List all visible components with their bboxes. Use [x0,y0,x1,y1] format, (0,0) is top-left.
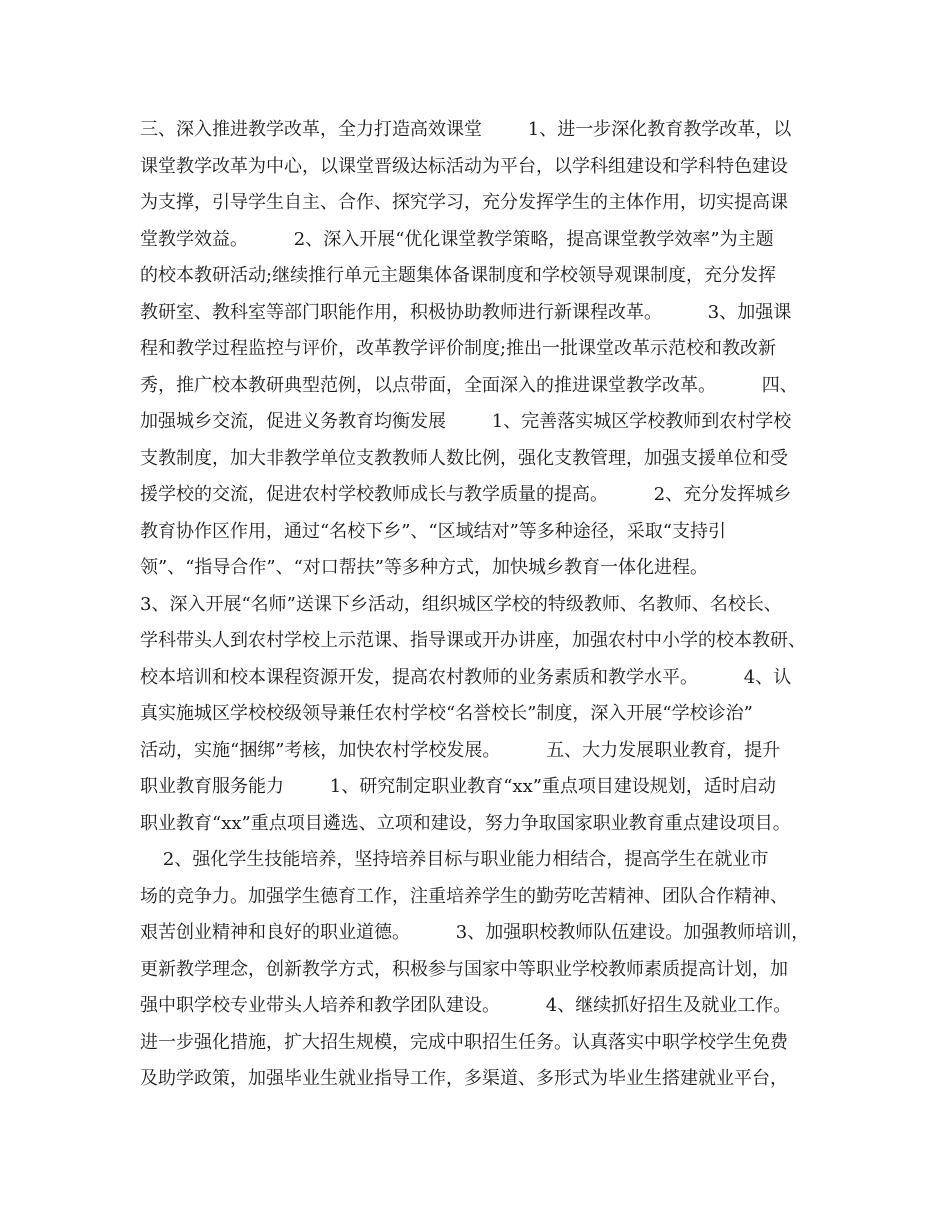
text-line-19: 职业教育服务能力 1、研究制定职业教育“xx”重点项目建设规划，适时启动 [140,776,776,797]
text-line-12: 教育协作区作用，通过“名校下乡”、“区域结对”等多种途径，采取“支持引 [140,520,727,542]
text-line-22: 场的竞争力。加强学生德育工作，注重培养学生的勤劳吃苦精神、团队合作精神、 [140,885,788,907]
text-line-14: 3、深入开展“名师”送课下乡活动，组织城区学校的特级教师、名教师、名校长、 [140,593,782,615]
text-line-24: 更新教学理念，创新教学方式，积极参与国家中等职业学校教师素质提高计划，加 [140,958,788,980]
text-line-9: 加强城乡交流，促进义务教育均衡发展 1、完善落实城区学校教师到农村学校 [140,411,792,432]
text-line-26: 进一步强化措施，扩大招生规模，完成中职招生任务。认真落实中职学校学生免费 [140,1031,788,1053]
text-line-13: 领”、“指导合作”、“对口帮扶”等多种方式，加快城乡教育一体化进程。 [140,557,709,578]
text-line-8: 秀，推广校本教研典型范例，以点带面，全面深入的推进课堂教学改革。 四、 [140,374,798,396]
text-line-23: 艰苦创业精神和良好的职业道德。 3、加强职校教师队伍建设。加强教师培训， [140,922,810,943]
text-line-4: 堂教学效益。 2、深入开展“优化课堂教学策略，提高课堂教学效率”为主题 [140,228,774,250]
text-line-2: 课堂教学改革为中心，以课堂晋级达标活动为平台，以学科组建设和学科特色建设 [140,155,788,177]
text-line-3: 为支撑，引导学生自主、合作、探究学习，充分发挥学生的主体作用，切实提高课 [140,192,788,213]
text-line-5: 的校本教研活动;继续推行单元主题集体备课制度和学校领导观课制度，充分发挥 [140,265,777,286]
text-line-10: 支教制度，加大非教学单位支教教师人数比例，强化支教管理，加强支援单位和受 [140,447,788,469]
text-line-25: 强中职学校专业带头人培养和教学团队建设。 4、继续抓好招生及就业工作。 [140,995,792,1016]
text-line-27: 及助学政策，加强毕业生就业指导工作，多渠道、多形式为毕业生搭建就业平台， [140,1068,788,1089]
text-line-15: 学科带头人到农村学校上示范课、指导课或开办讲座，加强农村中小学的校本教研、 [140,630,806,651]
text-line-18: 活动，实施“捆绑”考核，加快农村学校发展。 五、大力发展职业教育，提升 [140,739,781,761]
text-line-17: 真实施城区学校校级领导兼任农村学校“名誉校长”制度，深入开展“学校诊治” [140,703,753,724]
body-text [140,112,830,1098]
text-line-6: 教研室、教科室等部门职能作用，积极协助教师进行新课程改革。 3、加强课 [140,301,792,323]
text-line-1: 三、深入推进教学改革，全力打造高效课堂 1、进一步深化教育教学改革，以 [140,119,792,140]
text-line-21: 2、强化学生技能培养，坚持培养目标与职业能力相结合，提高学生在就业市 [140,849,769,870]
text-line-16: 校本培训和校本课程资源开发，提高农村教师的业务素质和教学水平。 4、认 [140,666,792,688]
text-line-11: 援学校的交流，促进农村学校教师成长与教学质量的提高。 2、充分发挥城乡 [140,484,792,505]
text-line-20: 职业教育“xx”重点项目遴选、立项和建设，努力争取国家职业教育重点建设项目。 [140,812,791,834]
text-line-7: 程和教学过程监控与评价，改革教学评价制度;推出一批课堂改革示范校和教改新 [140,338,777,359]
